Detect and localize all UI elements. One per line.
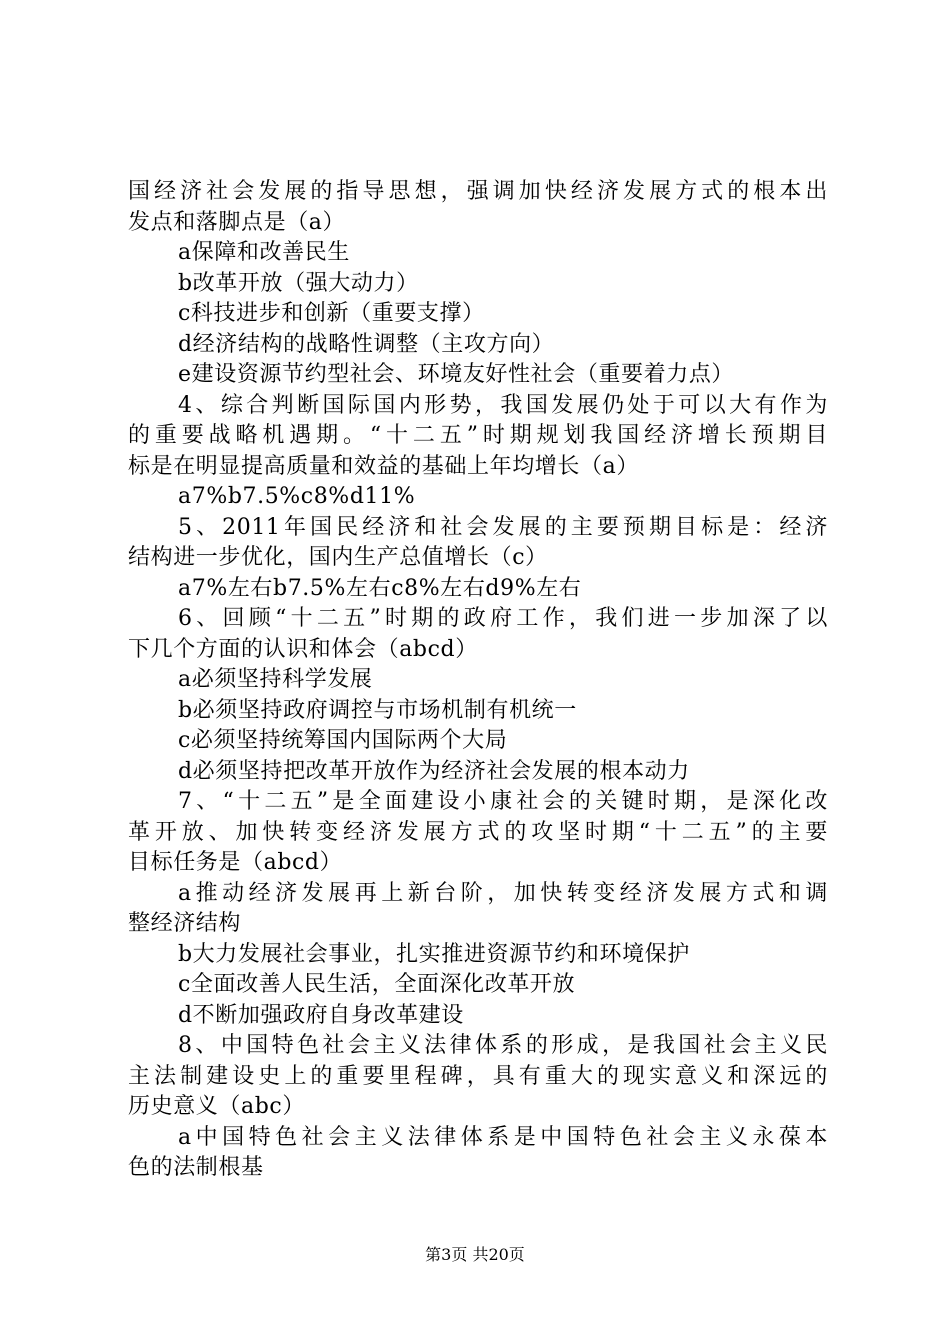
text-line: b大力发展社会事业，扎实推进资源节约和环境保护 <box>178 941 690 967</box>
text-line: 色的法制根基 <box>128 1155 264 1180</box>
text-line: 主法制建设史上的重要里程碑，具有重大的现实意义和深远的 <box>128 1063 828 1089</box>
text-line: 目标任务是（abcd） <box>128 850 343 875</box>
text-line: 国经济社会发展的指导思想，强调加快经济发展方式的根本出 <box>128 179 828 204</box>
text-line: 标是在明显提高质量和效益的基础上年均增长（a） <box>128 453 639 479</box>
page-footer: 第3页 共20页 <box>425 1245 525 1264</box>
text-line: a保障和改善民生 <box>178 240 350 265</box>
text-line: 5、2011年国民经济和社会发展的主要预期目标是：经济 <box>178 514 828 540</box>
text-line: b必须坚持政府调控与市场机制有机统一 <box>178 697 577 723</box>
text-line: 6、回顾“十二五”时期的政府工作，我们进一步加深了以 <box>178 606 828 631</box>
text-line: 7、“十二五”是全面建设小康社会的关键时期，是深化改 <box>178 789 828 814</box>
text-line: d必须坚持把改革开放作为经济社会发展的根本动力 <box>178 758 690 784</box>
text-line: a推动经济发展再上新台阶，加快转变经济发展方式和调 <box>178 880 828 906</box>
text-line: 历史意义（abc） <box>128 1094 305 1119</box>
text-line: a7%左右b7.5%左右c8%左右d9%左右 <box>178 575 582 601</box>
text-line: 的重要战略机遇期。“十二五”时期规划我国经济增长预期目 <box>128 423 828 448</box>
text-line: 8、中国特色社会主义法律体系的形成，是我国社会主义民 <box>178 1033 828 1058</box>
text-line: 发点和落脚点是（a） <box>128 209 346 235</box>
text-line: a7%b7.5%c8%d11% <box>178 484 416 509</box>
text-line: 4、综合判断国际国内形势，我国发展仍处于可以大有作为 <box>178 392 828 418</box>
text-line: c必须坚持统筹国内国际两个大局 <box>178 728 508 753</box>
text-line: c全面改善人民生活，全面深化改革开放 <box>178 972 576 997</box>
text-line: 结构进一步优化，国内生产总值增长（c） <box>128 545 548 570</box>
text-line: 整经济结构 <box>128 911 242 936</box>
text-line: a中国特色社会主义法律体系是中国特色社会主义永葆本 <box>178 1124 828 1150</box>
text-line: d经济结构的战略性调整（主攻方向） <box>178 331 555 357</box>
text-line: 下几个方面的认识和体会（abcd） <box>128 636 478 662</box>
text-line: d不断加强政府自身改革建设 <box>178 1002 464 1028</box>
body-text <box>128 177 828 1184</box>
text-line: c科技进步和创新（重要支撑） <box>178 301 485 326</box>
text-line: e建设资源节约型社会、环境友好性社会（重要着力点） <box>178 362 735 387</box>
text-line: b改革开放（强大动力） <box>178 270 419 296</box>
text-line: 革开放、加快转变经济发展方式的攻坚时期“十二五”的主要 <box>128 819 828 845</box>
text-line: a必须坚持科学发展 <box>178 667 373 692</box>
